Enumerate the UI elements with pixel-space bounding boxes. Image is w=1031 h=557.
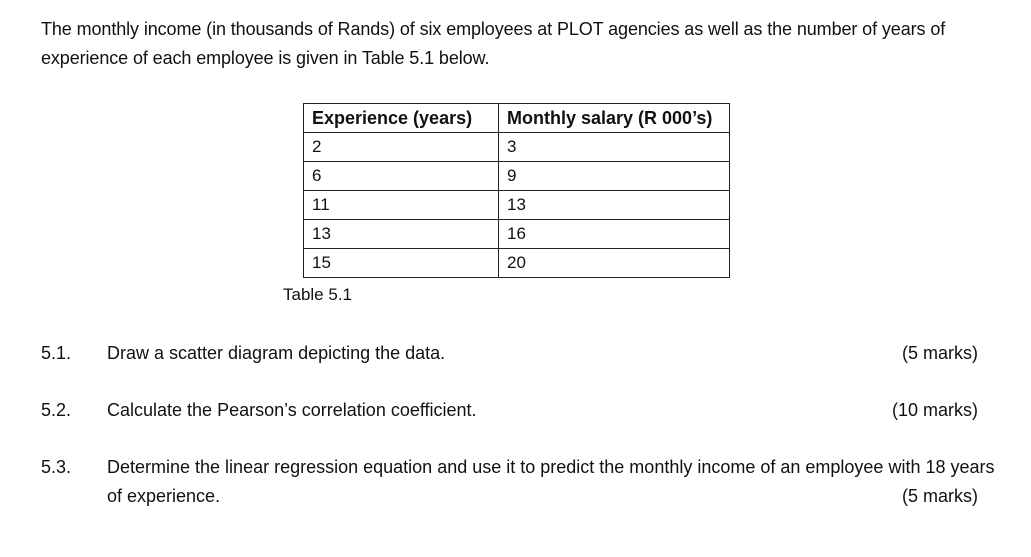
table-cell: 9 bbox=[499, 162, 730, 191]
question-number: 5.1. bbox=[41, 343, 72, 363]
question-text: Draw a scatter diagram depicting the data. bbox=[107, 343, 446, 363]
table-row bbox=[304, 191, 730, 220]
data-table bbox=[303, 103, 730, 278]
table-cell: 13 bbox=[304, 220, 499, 249]
table-row bbox=[304, 133, 730, 162]
question-marks: (5 marks) bbox=[902, 343, 978, 363]
question-text: Determine the linear regression equation and use it to predict the monthly income of an employee with 18 years of experience. bbox=[107, 457, 995, 506]
question-marks: (10 marks) bbox=[891, 400, 978, 420]
question-marks: (5 marks) bbox=[902, 486, 978, 506]
table-cell: 15 bbox=[304, 249, 499, 278]
table-cell: 11 bbox=[304, 191, 499, 220]
question-number: 5.3. bbox=[41, 457, 72, 477]
table-cell: 13 bbox=[499, 191, 730, 220]
table-cell: 6 bbox=[304, 162, 499, 191]
column-header-experience: Experience (years) bbox=[304, 104, 499, 133]
table-header-row bbox=[304, 104, 730, 133]
intro-paragraph: The monthly income (in thousands of Rands) of six employees at PLOT agencies as well as the number of years of experience of each employee is given in Table 5.1 below. bbox=[41, 19, 946, 68]
question-text: Calculate the Pearson’s correlation coefficient. bbox=[107, 400, 477, 420]
question-number: 5.2. bbox=[41, 400, 72, 420]
column-header-salary: Monthly salary (R 000’s) bbox=[499, 104, 730, 133]
table-cell: 3 bbox=[499, 133, 730, 162]
table-row bbox=[304, 249, 730, 278]
table-row bbox=[304, 220, 730, 249]
table-row bbox=[304, 162, 730, 191]
table-cell: 20 bbox=[499, 249, 730, 278]
table-caption: Table 5.1 bbox=[283, 285, 352, 304]
table-cell: 2 bbox=[304, 133, 499, 162]
table-cell: 16 bbox=[499, 220, 730, 249]
